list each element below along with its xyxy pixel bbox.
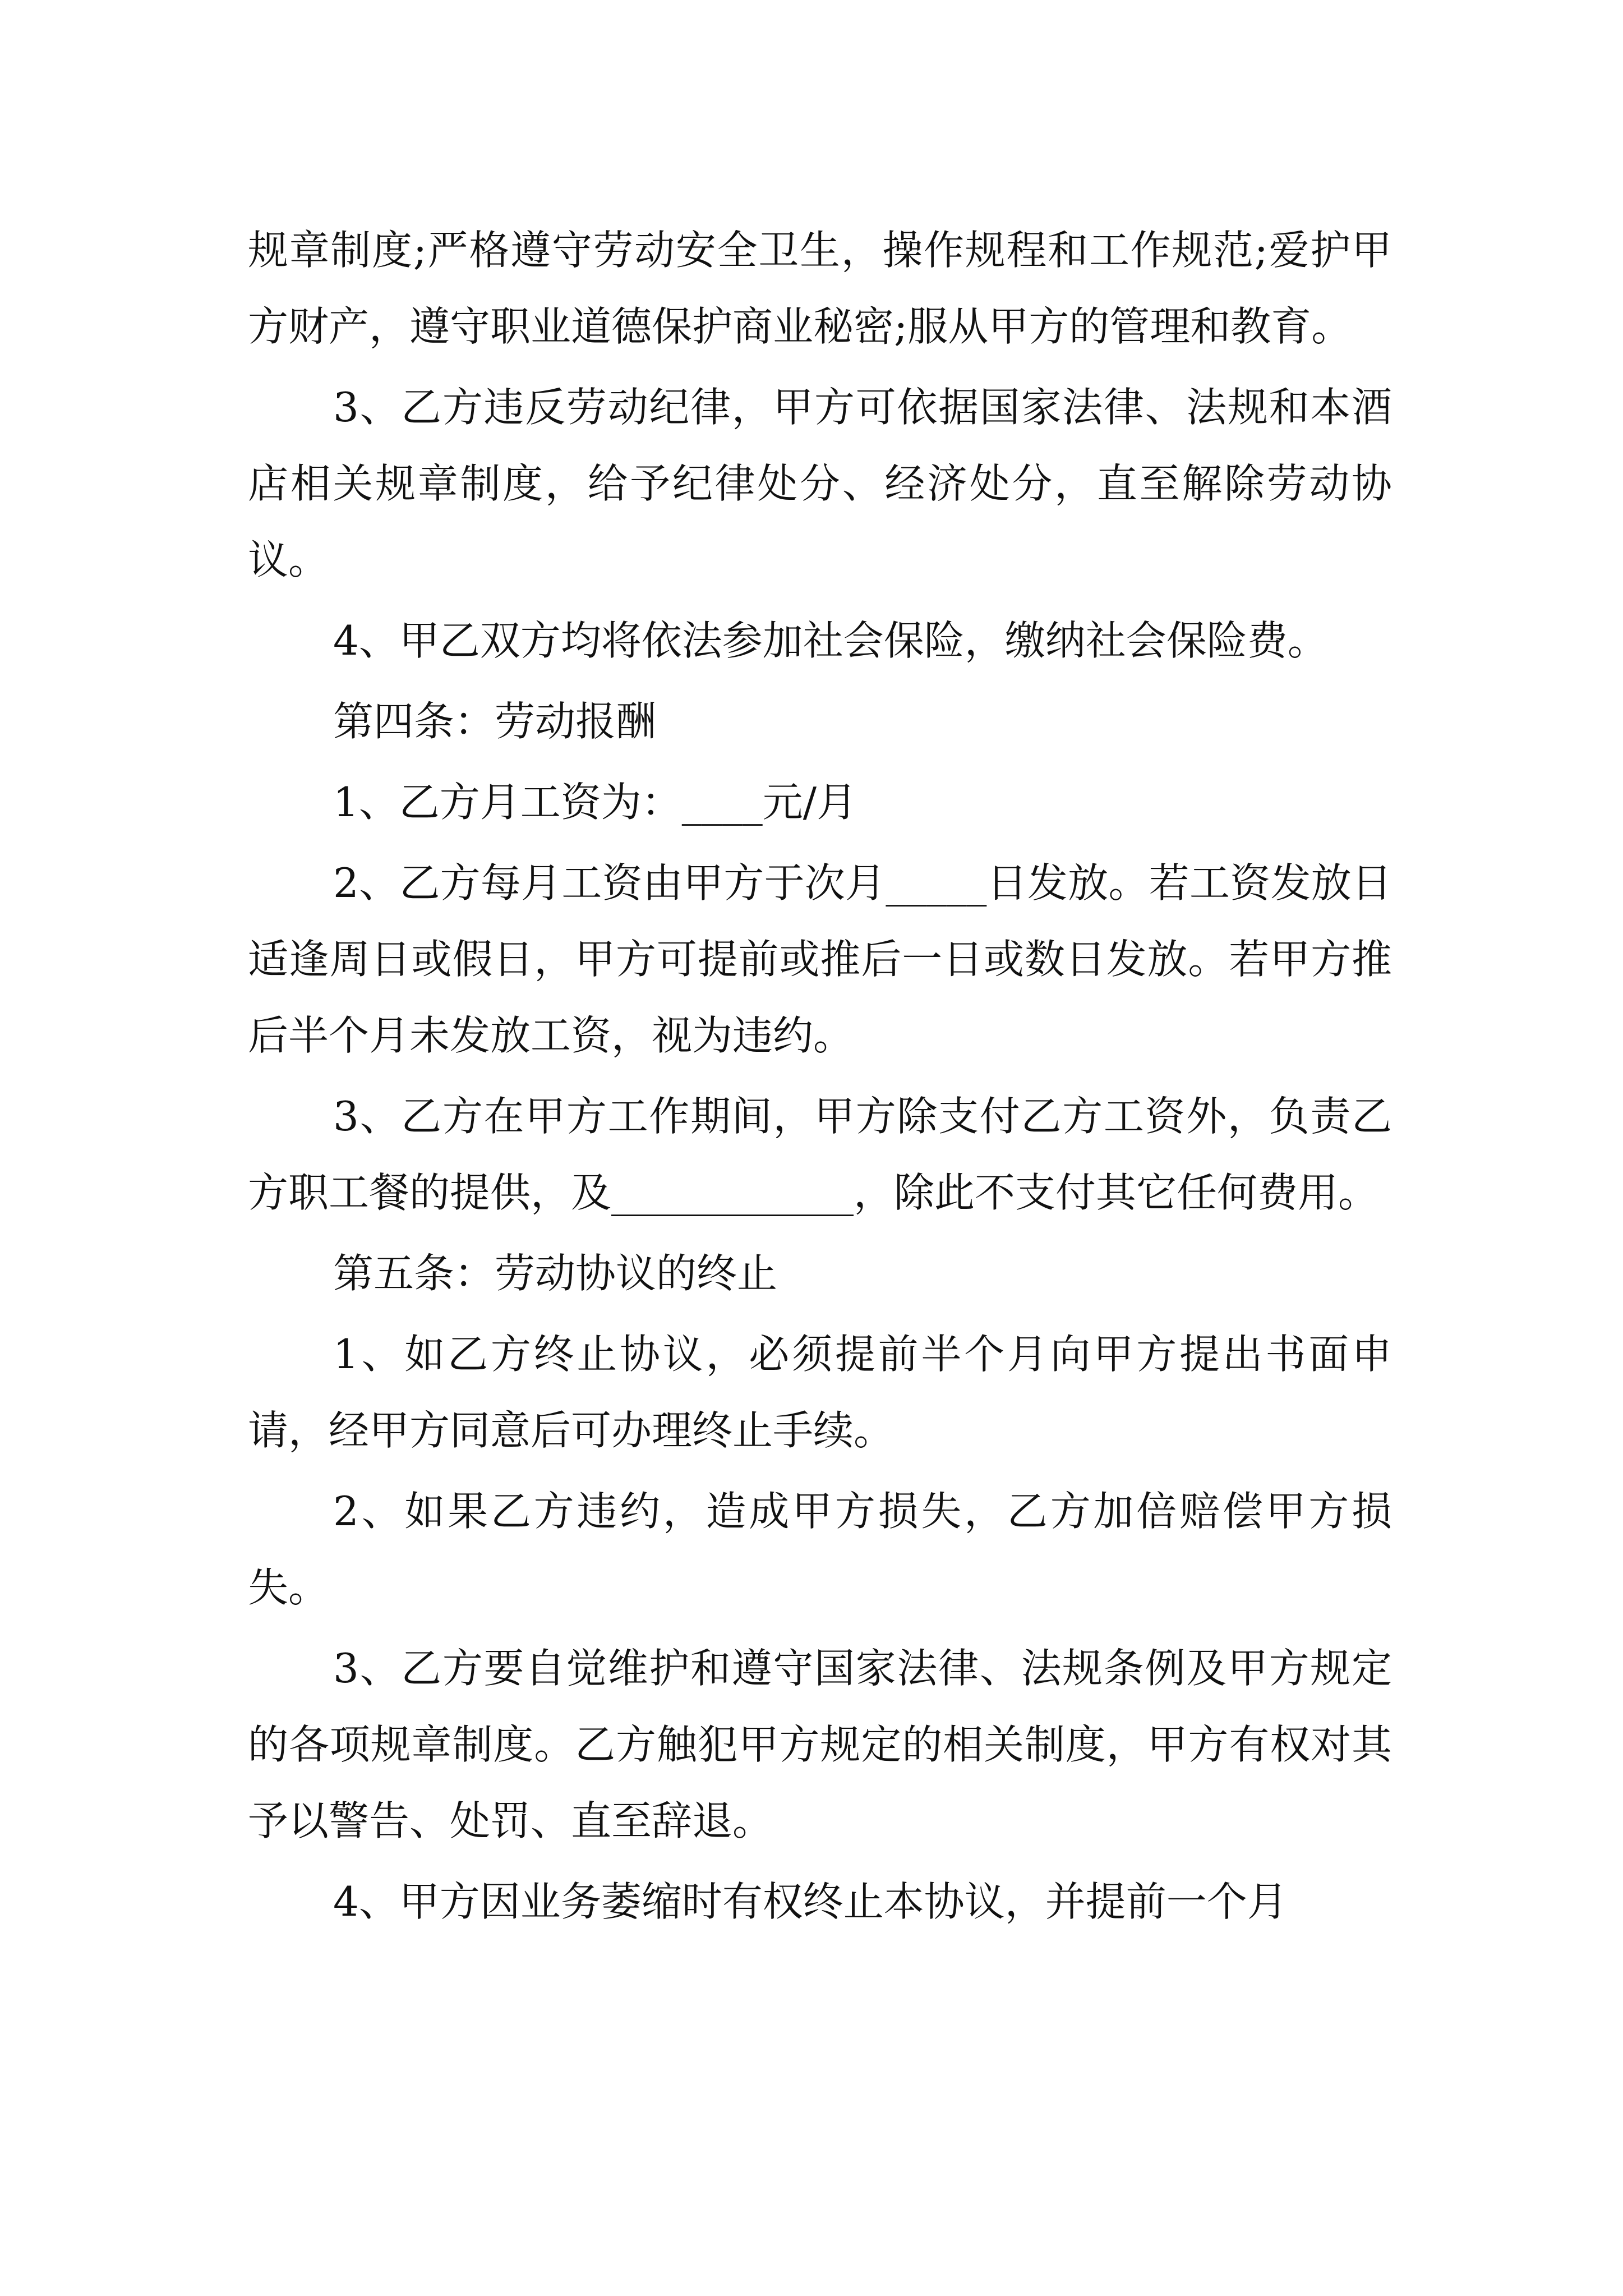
paragraph-1: 规章制度;严格遵守劳动安全卫生，操作规程和工作规范;爱护甲方财产，遵守职业道德保护商业秘密;服从甲方的管理和教育。 — [248, 227, 1392, 350]
paragraph-10: 2、如果乙方违约，造成甲方损失，乙方加倍赔偿甲方损失。 — [248, 1488, 1392, 1611]
section-heading-4: 第四条：劳动报酬 — [333, 698, 657, 745]
paragraph-7: 3、乙方在甲方工作期间，甲方除支付乙方工资外，负责乙方职工餐的提供，及____________，除此不支付其它任何费用。 — [248, 1093, 1392, 1216]
paragraph-9: 1、如乙方终止协议，必须提前半个月向甲方提出书面申请，经甲方同意后可办理终止手续。 — [248, 1331, 1392, 1454]
paragraph-6: 2、乙方每月工资由甲方于次月_____日发放。若工资发放日适逢周日或假日，甲方可提前或推后一日或数日发放。若甲方推后半个月未发放工资，视为违约。 — [248, 859, 1392, 1059]
document-body — [248, 212, 1392, 1940]
paragraph-5: 1、乙方月工资为：____元/月 — [333, 779, 857, 826]
paragraph-11: 3、乙方要自觉维护和遵守国家法律、法规条例及甲方规定的各项规章制度。乙方触犯甲方规定的相关制度，甲方有权对其予以警告、处罚、直至辞退。 — [248, 1645, 1392, 1844]
section-heading-5: 第五条：劳动协议的终止 — [333, 1250, 778, 1297]
paragraph-3: 4、甲乙双方均将依法参加社会保险，缴纳社会保险费。 — [333, 617, 1328, 664]
paragraph-12: 4、甲方因业务萎缩时有权终止本协议，并提前一个月 — [333, 1878, 1288, 1925]
paragraph-2: 3、乙方违反劳动纪律，甲方可依据国家法律、法规和本酒店相关规章制度，给予纪律处分、经济处分，直至解除劳动协议。 — [248, 384, 1392, 583]
